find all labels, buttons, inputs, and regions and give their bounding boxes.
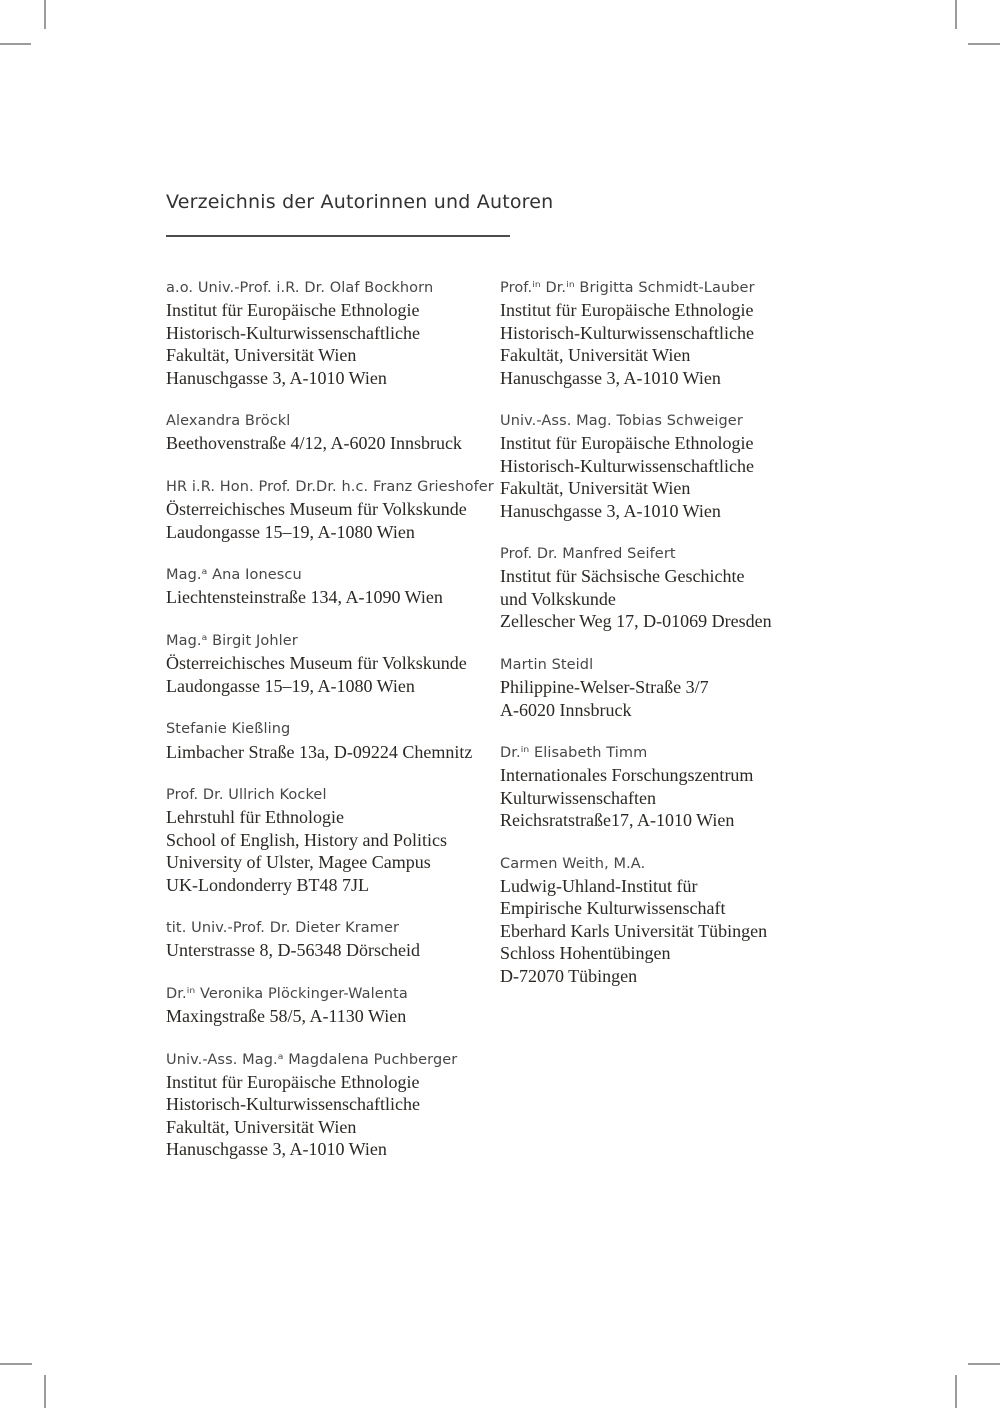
crop-mark-bottom-right-vertical [955,1375,957,1408]
author-columns [166,277,856,1161]
author-name: Dr.ⁱⁿ Elisabeth Timm [500,744,648,761]
page-content [166,191,856,1161]
author-name: Dr.ⁱⁿ Veronika Plöckinger-Walenta [166,985,408,1002]
author-name: Prof. Dr. Manfred Seifert [500,546,676,563]
author-entry [500,853,850,987]
author-name: HR i.R. Hon. Prof. Dr.Dr. h.c. Franz Grieshofer [166,478,494,495]
author-entry [500,410,850,522]
author-address-line: Internationales Forschungszentrum [500,765,754,786]
author-entry [500,543,850,633]
crop-mark-top-left-horizontal [0,43,31,45]
author-address-line: Zellescher Weg 17, D-01069 Dresden [500,611,772,632]
author-address-line: Unterstrasse 8, D-56348 Dörscheid [166,940,420,961]
author-entry [166,784,500,896]
author-address-line: Institut für Sächsische Geschichte [500,566,745,587]
author-address-line: Lehrstuhl für Ethnologie [166,807,344,828]
author-address-line: Hanuschgasse 3, A-1010 Wien [166,367,387,388]
author-entry [166,277,500,389]
author-name: a.o. Univ.-Prof. i.R. Dr. Olaf Bockhorn [166,280,434,296]
author-address-line: Limbacher Straße 13a, D-09224 Chemnitz [166,741,473,762]
author-entry [500,742,850,832]
author-address-line: und Volkskunde [500,588,616,609]
author-name: Stefanie Kießling [166,721,291,738]
author-entry [166,630,500,697]
crop-mark-top-right-horizontal [968,43,1000,45]
author-entry [166,917,500,962]
author-address-line: Fakultät, Universität Wien [166,1116,357,1137]
author-name: Univ.-Ass. Mag. Tobias Schweiger [500,413,743,430]
author-name: Alexandra Bröckl [166,413,291,430]
crop-mark-bottom-left-horizontal [0,1363,32,1365]
author-address-line: Historisch-Kulturwissenschaftliche [166,1094,420,1115]
author-address-line: Historisch-Kulturwissenschaftliche [500,455,754,476]
crop-mark-top-left-vertical [44,0,46,29]
author-address-line: Historisch-Kulturwissenschaftliche [500,322,754,343]
author-address-line: Kulturwissenschaften [500,787,656,808]
author-address-line: Beethovenstraße 4/12, A-6020 Innsbruck [166,433,462,454]
author-address-line: Reichsratstraße17, A-1010 Wien [500,810,735,831]
author-address-line: Hanuschgasse 3, A-1010 Wien [500,500,721,521]
author-address-line: A-6020 Innsbruck [500,699,632,720]
author-entry [166,718,500,763]
author-address-line: D-72070 Tübingen [500,965,638,986]
author-address-line: Philippine-Welser-Straße 3/7 [500,677,709,698]
author-name: Mag.ᵃ Birgit Johler [166,632,298,649]
author-entry [166,410,500,455]
crop-mark-top-right-vertical [955,0,957,29]
author-entry [500,654,850,721]
author-address-line: University of Ulster, Magee Campus [166,852,431,873]
author-name: Carmen Weith, M.A. [500,855,646,872]
author-address-line: Liechtensteinstraße 134, A-1090 Wien [166,587,443,608]
author-address-line: Institut für Europäische Ethnologie [500,300,754,321]
author-column-left [166,277,500,1161]
author-name: Univ.-Ass. Mag.ᵃ Magdalena Puchberger [166,1051,458,1068]
author-entry [166,564,500,609]
author-address-line: Laudongasse 15–19, A-1080 Wien [166,521,415,542]
author-address-line: Institut für Europäische Ethnologie [500,433,754,454]
page-title: Verzeichnis der Autorinnen und Autoren [166,191,554,213]
author-name: tit. Univ.-Prof. Dr. Dieter Kramer [166,919,400,936]
author-address-line: Österreichisches Museum für Volkskunde [166,653,467,674]
author-address-line: Institut für Europäische Ethnologie [166,1071,420,1092]
author-address-line: Fakultät, Universität Wien [500,345,691,366]
author-name: Martin Steidl [500,656,594,673]
author-address-line: Fakultät, Universität Wien [166,345,357,366]
author-address-line: Laudongasse 15–19, A-1080 Wien [166,675,415,696]
author-column-right [500,277,850,987]
author-address-line: Schloss Hohentübingen [500,943,671,964]
author-entry [166,1049,500,1161]
author-name: Mag.ᵃ Ana Ionescu [166,567,302,584]
crop-mark-bottom-left-vertical [44,1375,46,1408]
author-address-line: Empirische Kulturwissenschaft [500,898,726,919]
author-address-line: Fakultät, Universität Wien [500,478,691,499]
crop-mark-bottom-right-horizontal [968,1363,1000,1365]
author-name: Prof. Dr. Ullrich Kockel [166,786,327,803]
author-address-line: Institut für Europäische Ethnologie [166,300,420,321]
author-address-line: Maxingstraße 58/5, A-1130 Wien [166,1006,407,1027]
author-address-line: Hanuschgasse 3, A-1010 Wien [500,367,721,388]
title-underline [166,235,510,237]
author-address-line: UK-Londonderry BT48 7JL [166,874,369,895]
author-address-line: School of English, History and Politics [166,829,447,850]
author-address-line: Eberhard Karls Universität Tübingen [500,920,768,941]
author-entry [166,476,500,543]
author-address-line: Hanuschgasse 3, A-1010 Wien [166,1139,387,1160]
author-entry [166,983,500,1028]
author-name: Prof.ⁱⁿ Dr.ⁱⁿ Brigitta Schmidt-Lauber [500,280,755,296]
author-entry [500,277,850,389]
author-address-line: Österreichisches Museum für Volkskunde [166,499,467,520]
author-address-line: Ludwig-Uhland-Institut für [500,875,698,896]
author-address-line: Historisch-Kulturwissenschaftliche [166,322,420,343]
